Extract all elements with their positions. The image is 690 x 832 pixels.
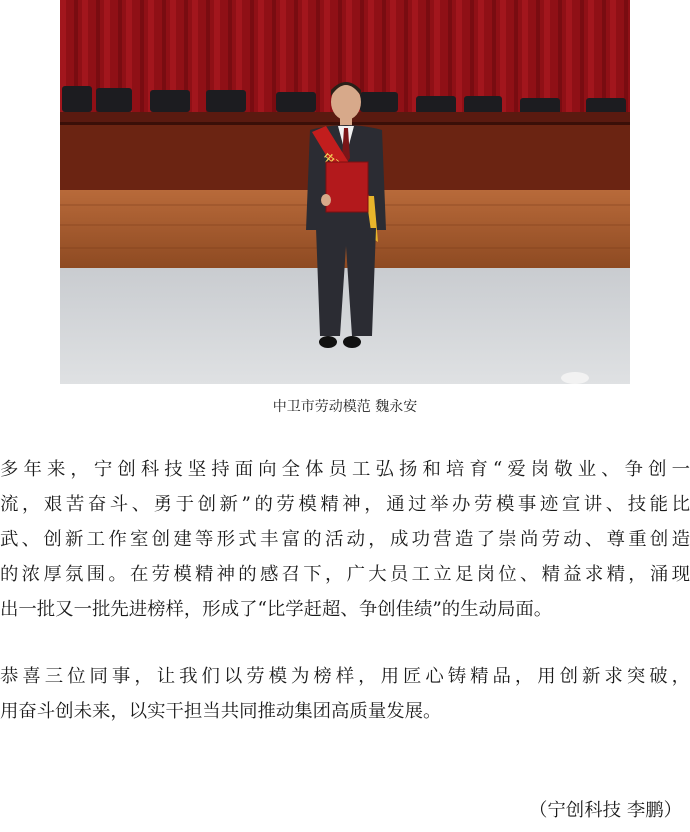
paragraph-2-line: 用奋斗创未来，以实干担当共同推动集团高质量发展。	[0, 701, 442, 722]
author-signature: （宁创科技 李鹏）	[529, 800, 682, 821]
paragraph-1-line: 多年来，宁创科技坚持面向全体员工弘扬和培育“爱岗敬业、争创一	[0, 459, 690, 480]
paragraph-1-line: 武、创新工作室创建等形式丰富的活动，成功营造了崇尚劳动、尊重创造	[0, 529, 690, 550]
paragraph-2-line: 恭喜三位同事，让我们以劳模为榜样，用匠心铸精品，用创新求突破，	[0, 666, 690, 687]
paragraph-1-line: 出一批又一批先进榜样，形成了“比学赶超、争创佳绩”的生动局面。	[0, 599, 553, 620]
paragraph-2	[0, 659, 690, 729]
award-photo-icon	[60, 0, 630, 384]
award-photo	[60, 0, 630, 384]
paragraph-1-line: 的浓厚氛围。在劳模精神的感召下，广大员工立足岗位、精益求精，涌现	[0, 564, 690, 585]
paragraph-1	[0, 452, 690, 627]
photo-caption: 中卫市劳动模范 魏永安	[272, 399, 418, 415]
paragraph-1-line: 流，艰苦奋斗、勇于创新”的劳模精神，通过举办劳模事迹宣讲、技能比	[0, 494, 690, 515]
